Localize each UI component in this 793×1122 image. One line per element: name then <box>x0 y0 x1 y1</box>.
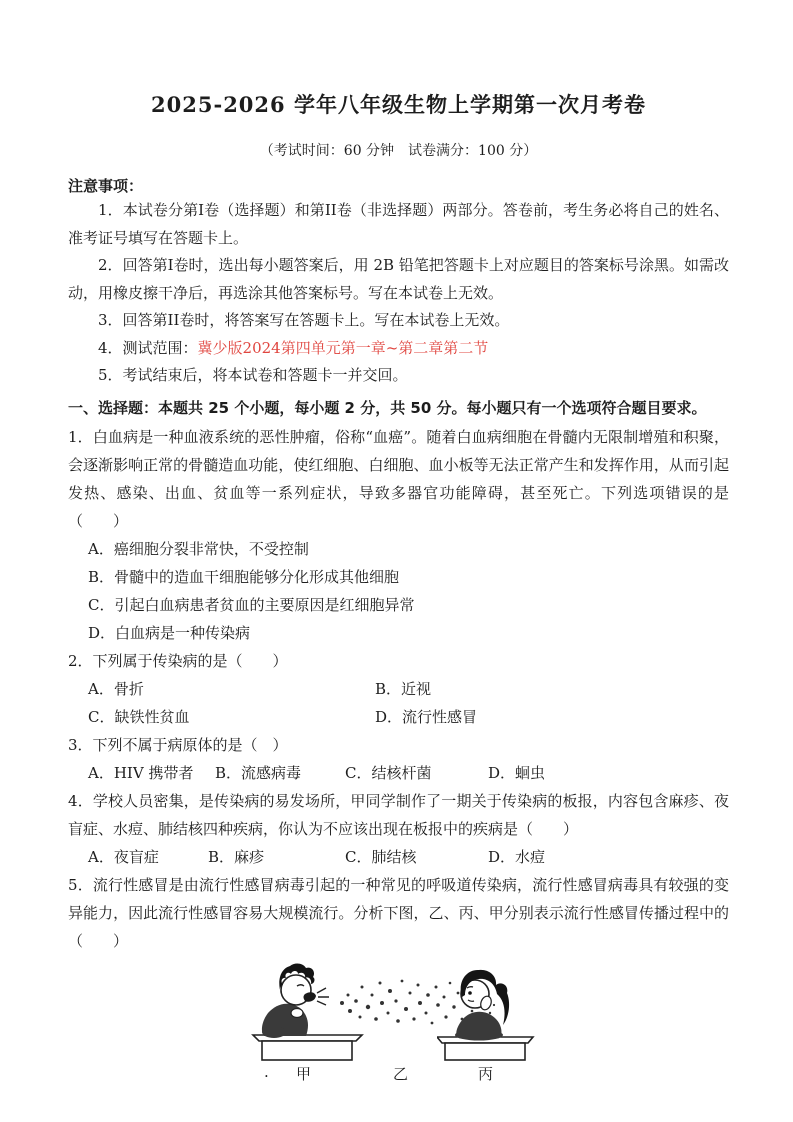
notice-item-1: 1．本试卷分第I卷（选择题）和第II卷（非选择题）两部分。答卷前，考生务必将自己的姓名、准考证号填写在答题卡上。 <box>68 201 729 247</box>
question-1-option-a: A．癌细胞分裂非常快，不受控制 <box>88 539 309 558</box>
notice-item-3: 3．回答第II卷时，将答案写在答题卡上。写在本试卷上无效。 <box>98 311 510 329</box>
question-1 <box>68 423 729 647</box>
question-2-stem: 2．下列属于传染病的是（ ） <box>68 651 288 670</box>
question-4-stem: 4．学校人员密集，是传染病的易发场所，甲同学制作了一期关于传染病的板报，内容包含麻疹、夜盲症、水痘、肺结核四种疾病，你认为不应该出现在板报中的疾病是（ ） <box>68 791 729 838</box>
figure-label-bing: 丙 <box>478 1064 494 1083</box>
section-1-heading: 一、选择题：本题共 25 个小题，每小题 2 分，共 50 分。每小题只有一个选项符合题目要求。 <box>68 398 707 417</box>
question-1-stem: 1．白血病是一种血液系统的恶性肿瘤，俗称“血癌”。随着白血病细胞在骨髓内无限制增殖和积聚，会逐渐影响正常的骨髓造血功能，使红细胞、白细胞、血小板等无法正常产生和发挥作用，从而引起发热、感染、出血、贫血等一系列症状，导致多器官功能障碍，甚至死亡。下列选项错误的是（ ） <box>68 427 729 530</box>
question-4-option-b: B．麻疹 <box>208 847 265 866</box>
question-5 <box>68 871 729 955</box>
figure-label-yi: 乙 <box>393 1064 409 1083</box>
question-3-option-b: B．流感病毒 <box>215 763 302 782</box>
notice-item-4 <box>68 335 729 363</box>
question-2-option-d: D．流行性感冒 <box>375 707 478 726</box>
question-1-option-b: B．骨髓中的造血干细胞能够分化形成其他细胞 <box>88 567 400 586</box>
question-5-stem: 5．流行性感冒是由流行性感冒病毒引起的一种常见的呼吸道传染病，流行性感冒病毒具有较强的变异能力，因此流行性感冒容易大规模流行。分析下图，乙、丙、甲分别表示流行性感冒传播过程中的（ ） <box>68 875 729 950</box>
question-3-option-d: D．蛔虫 <box>488 763 546 782</box>
listening-student-figure <box>437 963 537 1065</box>
figure-leading-dot: . <box>264 1062 269 1081</box>
question-3-option-a: A．HIV 携带者 <box>88 763 194 782</box>
flu-transmission-figure <box>250 963 560 1087</box>
question-4-option-c: C．肺结核 <box>345 847 417 866</box>
figure-label-jia: 甲 <box>296 1064 312 1083</box>
question-3 <box>68 731 729 787</box>
notice-item-2: 2．回答第I卷时，选出每小题答案后，用 2B 铅笔把答题卡上对应题目的答案标号涂黑。如需改动，用橡皮擦干净后，再选涂其他答案标号。写在本试卷上无效。 <box>68 256 729 302</box>
notice-item-5: 5．考试结束后，将本试卷和答题卡一并交回。 <box>98 366 408 384</box>
exam-subtitle: （考试时间：60 分钟 试卷满分：100 分） <box>259 143 538 159</box>
question-3-stem: 3．下列不属于病原体的是（ ） <box>68 735 288 754</box>
question-2-option-a: A．骨折 <box>88 679 144 698</box>
question-4 <box>68 787 729 871</box>
question-4-option-d: D．水痘 <box>488 847 546 866</box>
notice-heading: 注意事项： <box>68 177 144 195</box>
page-title: 2025-2026 学年八年级生物上学期第一次月考卷 <box>151 92 646 117</box>
exam-scope-highlight: 冀少版2024第四单元第一章~第二章第二节 <box>197 338 489 357</box>
question-1-option-c: C．引起白血病患者贫血的主要原因是红细胞异常 <box>88 595 415 614</box>
question-1-option-d: D．白血病是一种传染病 <box>88 623 251 642</box>
question-4-option-a: A．夜盲症 <box>88 847 159 866</box>
question-3-option-c: C．结核杆菌 <box>345 763 432 782</box>
notice-item-4-prefix: 4．测试范围： <box>98 338 198 357</box>
question-2-option-c: C．缺铁性贫血 <box>88 707 190 726</box>
question-2-option-b: B．近视 <box>375 679 432 698</box>
question-2 <box>68 647 729 731</box>
